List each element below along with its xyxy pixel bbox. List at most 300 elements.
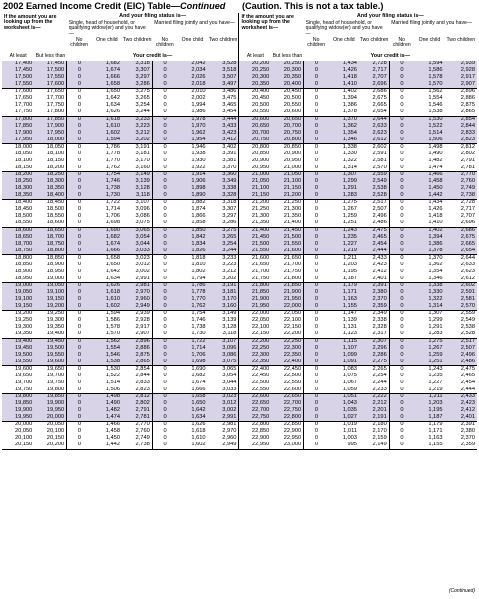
cell-married-no-children: 0 — [389, 276, 414, 283]
cell-married-one-child: 1,546 — [428, 102, 443, 108]
cell-but-less-than: 21,000 — [271, 165, 303, 172]
cell-single-no-children: 0 — [304, 199, 329, 206]
cell-married-two-children: 3,391 — [222, 150, 237, 157]
cell-but-less-than: 17,750 — [46, 102, 65, 108]
cell-single-two-children: 2,949 — [122, 303, 152, 310]
cell-single-one-child: 1,466 — [105, 421, 120, 428]
cell-married-no-children: 0 — [152, 269, 177, 276]
cell-but-less-than: 17,950 — [34, 130, 66, 137]
cell-married-one-child: 1,155 — [414, 442, 444, 449]
cell-married-no-children: 0 — [152, 359, 177, 366]
cell-married-two-children: 3,096 — [208, 345, 239, 352]
cell-single-no-children: 0 — [67, 352, 92, 359]
caution-note: (Caution. This is not a tax table.) — [241, 1, 384, 11]
cell-married-one-child: 1,338 — [414, 283, 444, 290]
cell-single-one-child: 995 — [329, 442, 359, 449]
cell-married-one-child: 1,962 — [177, 130, 207, 137]
cell-married-two-children: 2,991 — [208, 414, 239, 421]
cell-married-two-children: 3,497 — [208, 81, 239, 88]
cell-single-two-children: 2,981 — [122, 283, 152, 290]
cell-married-no-children: 0 — [389, 345, 414, 352]
cell-single-no-children: 0 — [67, 394, 92, 401]
col-no-children: No children — [155, 37, 174, 49]
cell-at-least: 22,700 — [239, 407, 271, 414]
cell-single-two-children: 2,591 — [372, 150, 387, 157]
cell-single-one-child: 1,171 — [329, 289, 359, 296]
col-but-less-than: But less than — [272, 53, 303, 60]
cell-married-one-child: 1,802 — [191, 268, 206, 275]
cell-single-two-children: 2,328 — [372, 324, 387, 330]
cell-single-no-children: 0 — [67, 345, 92, 352]
cell-but-less-than: 19,750 — [46, 379, 65, 386]
cell-single-two-children: 2,433 — [372, 254, 387, 261]
cell-married-two-children: 3,118 — [208, 331, 239, 338]
cell-single-two-children: 2,854 — [135, 365, 150, 372]
table-row — [2, 366, 477, 373]
cell-single-no-children: 0 — [304, 435, 329, 442]
cell-married-no-children: 0 — [152, 116, 177, 123]
cell-single-two-children: 3,254 — [135, 102, 150, 108]
cell-single-no-children: 0 — [67, 269, 92, 276]
cell-single-no-children: 0 — [67, 95, 92, 102]
cell-married-one-child: 1,706 — [177, 352, 207, 359]
cell-single-one-child: 1,434 — [329, 61, 359, 68]
cell-but-less-than: 21,800 — [271, 276, 303, 283]
cell-single-two-children: 2,549 — [359, 178, 389, 185]
cell-single-two-children: 2,717 — [359, 67, 389, 74]
table-row — [2, 234, 477, 241]
cell-married-one-child: 1,786 — [177, 283, 207, 290]
cell-at-least: 22,350 — [239, 359, 271, 366]
cell-married-two-children: 2,559 — [460, 310, 475, 317]
col-no-children: No children — [392, 37, 411, 49]
cell-but-less-than: 19,300 — [46, 317, 65, 323]
cell-single-one-child: 1,770 — [105, 157, 120, 164]
cell-married-two-children: 3,486 — [222, 88, 237, 95]
cell-married-one-child: 1,434 — [428, 199, 443, 206]
cell-married-no-children: 0 — [389, 137, 414, 144]
cell-married-no-children: 0 — [152, 331, 177, 338]
cell-single-two-children: 2,349 — [372, 310, 387, 317]
cell-married-one-child: 1,586 — [414, 67, 444, 74]
cell-married-no-children: 0 — [152, 220, 177, 227]
cell-single-one-child: 1,259 — [342, 213, 357, 219]
cell-but-less-than: 21,100 — [271, 178, 303, 185]
cell-but-less-than: 19,700 — [46, 372, 65, 379]
cell-single-two-children: 2,675 — [372, 95, 387, 101]
cell-single-one-child: 1,354 — [329, 130, 359, 137]
cell-single-no-children: 0 — [304, 213, 329, 220]
cell-single-one-child: 1,067 — [342, 379, 357, 386]
cell-married-no-children: 0 — [152, 352, 177, 359]
cell-at-least: 19,150 — [2, 303, 34, 310]
cell-married-two-children: 2,949 — [208, 442, 239, 449]
cell-single-two-children: 2,317 — [359, 331, 389, 338]
single-group-header: Single, head of household, or qualifying widow(er) and you have— — [68, 20, 146, 37]
cell-but-less-than: 21,650 — [283, 254, 302, 261]
cell-single-no-children: 0 — [304, 283, 329, 290]
cell-at-least: 22,850 — [239, 428, 271, 435]
cell-married-one-child: 1,506 — [414, 137, 444, 144]
cell-single-no-children: 0 — [67, 387, 92, 394]
cell-but-less-than: 19,150 — [34, 296, 66, 303]
cell-married-no-children: 0 — [389, 165, 414, 172]
cell-at-least: 22,150 — [239, 331, 271, 338]
cell-married-no-children: 0 — [389, 394, 414, 401]
cell-married-no-children: 0 — [389, 206, 414, 213]
cell-married-one-child: 1,179 — [428, 421, 443, 428]
cell-married-two-children: 3,307 — [222, 206, 237, 212]
cell-single-one-child: 1,602 — [92, 130, 122, 137]
cell-married-no-children: 0 — [389, 442, 414, 449]
table-row — [2, 192, 477, 199]
cell-but-less-than: 18,150 — [46, 157, 65, 164]
cell-single-no-children: 0 — [304, 428, 329, 435]
cell-married-no-children: 0 — [152, 213, 177, 220]
cell-married-one-child: 1,810 — [191, 261, 206, 268]
cell-single-no-children: 0 — [67, 421, 92, 428]
cell-single-two-children: 2,644 — [359, 116, 389, 123]
cell-married-one-child: 1,922 — [177, 165, 207, 172]
cell-single-no-children: 0 — [304, 359, 329, 366]
table-row — [2, 283, 477, 290]
cell-married-two-children: 2,444 — [445, 387, 477, 394]
cell-married-one-child: 2,010 — [191, 88, 206, 95]
cell-but-less-than: 20,650 — [271, 116, 303, 123]
table-row — [2, 414, 477, 421]
cell-but-less-than: 19,600 — [34, 359, 66, 366]
table-row — [2, 61, 477, 68]
cell-single-two-children: 2,791 — [122, 407, 152, 414]
cell-married-one-child: 1,227 — [428, 379, 443, 386]
cell-married-one-child: 2,018 — [177, 81, 207, 88]
cell-married-two-children: 3,381 — [222, 157, 237, 164]
cell-single-no-children: 0 — [304, 421, 329, 428]
cell-married-two-children: 2,496 — [445, 352, 477, 359]
cell-single-one-child: 1,115 — [329, 338, 359, 345]
cell-married-two-children: 3,297 — [222, 213, 237, 219]
filing-status-header: And your filing status is— — [119, 12, 186, 19]
cell-but-less-than: 19,000 — [34, 276, 66, 283]
cell-married-two-children: 2,707 — [460, 213, 475, 219]
cell-single-one-child: 1,243 — [329, 227, 359, 234]
cell-but-less-than: 20,100 — [46, 428, 65, 434]
cell-single-two-children: 2,760 — [135, 428, 150, 434]
cell-single-no-children: 0 — [67, 74, 92, 81]
cell-single-two-children: 2,707 — [359, 74, 389, 81]
cell-single-one-child: 1,187 — [329, 276, 359, 283]
cell-single-one-child: 1,722 — [105, 199, 120, 206]
table-row — [2, 296, 477, 303]
cell-at-least: 21,150 — [239, 192, 271, 199]
cell-married-one-child: 1,346 — [414, 276, 444, 283]
cell-single-two-children: 2,159 — [372, 435, 387, 441]
cell-single-one-child: 1,091 — [329, 359, 359, 366]
cell-single-one-child: 1,179 — [329, 283, 359, 290]
cell-single-no-children: 0 — [304, 324, 329, 331]
cell-married-two-children: 2,823 — [445, 137, 477, 144]
cell-single-two-children: 3,318 — [122, 61, 152, 68]
cell-married-two-children: 2,928 — [445, 67, 477, 74]
cell-single-one-child: 1,275 — [342, 199, 357, 206]
cell-but-less-than: 19,850 — [34, 394, 66, 401]
cell-at-least: 19,850 — [2, 400, 34, 407]
cell-single-no-children: 0 — [67, 255, 92, 262]
cell-single-two-children: 2,728 — [359, 61, 389, 68]
cell-but-less-than: 17,450 — [34, 61, 66, 68]
table-row — [2, 172, 477, 179]
cell-but-less-than: 20,300 — [271, 67, 303, 74]
cell-married-two-children: 2,970 — [222, 428, 237, 434]
cell-married-two-children: 2,865 — [445, 109, 477, 116]
cell-married-no-children: 0 — [389, 255, 414, 262]
cell-single-no-children: 0 — [67, 359, 92, 366]
cell-single-no-children: 0 — [304, 81, 329, 88]
cell-but-less-than: 18,100 — [46, 150, 65, 157]
cell-married-no-children: 0 — [389, 130, 414, 137]
table-row — [2, 338, 477, 345]
cell-at-least: 18,900 — [14, 268, 33, 275]
cell-married-two-children: 2,802 — [460, 150, 475, 157]
cell-at-least: 22,450 — [239, 373, 271, 380]
col-two-children: Two children — [359, 37, 389, 44]
cell-single-two-children: 2,917 — [135, 324, 150, 330]
cell-single-no-children: 0 — [304, 380, 329, 387]
cell-married-no-children: 0 — [152, 192, 177, 199]
cell-married-no-children: 0 — [152, 109, 177, 116]
cell-married-two-children: 3,328 — [208, 192, 239, 199]
cell-married-two-children: 2,517 — [445, 338, 477, 345]
cell-single-two-children: 3,096 — [135, 206, 150, 212]
cell-married-no-children: 0 — [152, 95, 177, 102]
cell-single-one-child: 1,299 — [329, 178, 359, 185]
cell-but-less-than: 17,900 — [34, 123, 66, 130]
cell-but-less-than: 18,750 — [34, 241, 66, 248]
cell-married-one-child: 1,874 — [191, 206, 206, 212]
cell-at-least: 22,300 — [239, 352, 271, 359]
cell-single-one-child: 1,442 — [92, 442, 122, 449]
cell-single-one-child: 1,474 — [92, 414, 122, 421]
cell-single-two-children: 2,233 — [359, 387, 389, 394]
cell-single-no-children: 0 — [304, 109, 329, 116]
cell-single-one-child: 1,235 — [329, 234, 359, 241]
cell-single-no-children: 0 — [304, 276, 329, 283]
cell-single-one-child: 1,754 — [92, 172, 122, 179]
cell-married-two-children: 2,791 — [460, 157, 475, 164]
cell-single-no-children: 0 — [304, 144, 329, 151]
table-row — [2, 317, 477, 324]
cell-but-less-than: 22,000 — [271, 303, 303, 310]
cell-at-least: 20,550 — [239, 109, 271, 116]
cell-single-two-children: 3,191 — [135, 143, 150, 150]
cell-married-two-children: 3,349 — [208, 178, 239, 185]
cell-but-less-than: 19,450 — [34, 338, 66, 345]
title-continued: —Continued — [170, 1, 226, 11]
cell-single-no-children: 0 — [67, 185, 92, 192]
cell-but-less-than: 19,350 — [46, 324, 65, 330]
cell-at-least: 20,200 — [239, 61, 271, 68]
cell-married-two-children: 3,454 — [208, 109, 239, 116]
cell-at-least: 19,250 — [14, 317, 33, 323]
cell-single-one-child: 1,698 — [92, 220, 122, 227]
cell-single-no-children: 0 — [67, 67, 92, 74]
cell-at-least: 19,000 — [2, 283, 34, 290]
cell-married-two-children: 2,781 — [445, 165, 477, 172]
cell-married-no-children: 0 — [152, 178, 177, 185]
table-row — [2, 220, 477, 227]
cell-at-least: 22,900 — [239, 435, 271, 442]
cell-single-two-children: 2,738 — [122, 442, 152, 449]
cell-married-no-children: 0 — [152, 366, 177, 373]
cell-single-two-children: 2,149 — [359, 442, 389, 449]
credit-header: Your credit is— — [132, 52, 173, 59]
cell-single-one-child: 1,682 — [92, 234, 122, 241]
cell-single-two-children: 2,896 — [122, 338, 152, 345]
cell-married-one-child: 1,354 — [428, 268, 443, 275]
cell-married-no-children: 0 — [152, 158, 177, 165]
cell-married-no-children: 0 — [152, 137, 177, 144]
cell-at-least: 20,650 — [239, 123, 271, 130]
cell-married-two-children: 2,591 — [445, 289, 477, 296]
cell-single-no-children: 0 — [67, 61, 92, 68]
cell-at-least: 22,750 — [239, 414, 271, 421]
cell-single-two-children: 2,612 — [359, 137, 389, 144]
cell-single-two-children: 2,886 — [122, 345, 152, 352]
cell-married-one-child: 1,235 — [428, 372, 443, 379]
cell-at-least: 21,100 — [239, 185, 271, 192]
cell-married-no-children: 0 — [389, 248, 414, 255]
cell-married-one-child: 1,602 — [177, 442, 207, 449]
title-main: 2002 Earned Income Credit (EIC) Table — [3, 1, 171, 11]
cell-but-less-than: 19,200 — [34, 303, 66, 310]
cell-single-no-children: 0 — [67, 289, 92, 296]
cell-at-least: 22,250 — [239, 345, 271, 352]
cell-single-one-child: 1,586 — [105, 317, 120, 323]
cell-single-one-child: 1,786 — [105, 143, 120, 150]
cell-married-no-children: 0 — [389, 192, 414, 199]
cell-at-least: 19,300 — [14, 324, 33, 330]
cell-married-no-children: 0 — [389, 116, 414, 123]
cell-married-no-children: 0 — [389, 67, 414, 74]
cell-married-one-child: 1,754 — [191, 310, 206, 317]
cell-but-less-than: 22,100 — [283, 317, 302, 323]
table-row — [2, 137, 477, 144]
cell-at-least: 22,800 — [239, 421, 271, 428]
cell-single-two-children: 2,686 — [372, 88, 387, 95]
cell-single-two-children: 3,107 — [135, 199, 150, 206]
cell-at-least: 18,300 — [2, 185, 34, 192]
cell-but-less-than: 21,300 — [283, 206, 302, 212]
cell-single-two-children: 2,244 — [372, 379, 387, 386]
cell-married-two-children: 2,738 — [445, 192, 477, 199]
table-row — [2, 289, 477, 296]
cell-married-one-child: 1,171 — [428, 428, 443, 434]
cell-married-no-children: 0 — [389, 178, 414, 185]
cell-at-least: 21,450 — [239, 234, 271, 241]
cell-at-least: 19,050 — [2, 289, 34, 296]
cell-single-no-children: 0 — [67, 178, 92, 185]
cell-but-less-than: 18,450 — [46, 199, 65, 206]
cell-single-one-child: 1,027 — [329, 414, 359, 421]
cell-married-one-child: 2,042 — [177, 61, 207, 68]
cell-married-one-child: 1,618 — [191, 428, 206, 434]
cell-married-no-children: 0 — [389, 269, 414, 276]
cell-single-one-child: 1,314 — [329, 165, 359, 172]
cell-at-least: 17,600 — [14, 88, 33, 95]
cell-single-two-children: 3,244 — [122, 109, 152, 116]
cell-single-no-children: 0 — [67, 373, 92, 380]
cell-married-two-children: 3,233 — [222, 254, 237, 261]
cell-single-no-children: 0 — [67, 172, 92, 179]
cell-married-two-children: 2,844 — [445, 123, 477, 130]
cell-single-one-child: 1,514 — [105, 379, 120, 386]
cell-married-one-child: 1,251 — [414, 359, 444, 366]
cell-married-one-child: 1,267 — [414, 345, 444, 352]
cell-at-least: 21,650 — [239, 262, 271, 269]
cell-married-two-children: 3,286 — [208, 220, 239, 227]
cell-at-least: 22,950 — [239, 442, 271, 449]
cell-married-no-children: 0 — [152, 394, 177, 401]
cell-married-no-children: 0 — [389, 151, 414, 158]
cell-single-one-child: 1,570 — [92, 331, 122, 338]
amount-lookup-header: If the amount you are looking up from the worksheet is— — [239, 13, 304, 53]
cell-single-two-children: 3,086 — [135, 213, 150, 219]
cell-but-less-than: 21,550 — [271, 241, 303, 248]
cell-at-least: 19,900 — [2, 407, 34, 414]
cell-single-two-children: 3,286 — [122, 81, 152, 88]
cell-at-least: 22,000 — [239, 310, 271, 317]
cell-married-two-children: 2,507 — [445, 345, 477, 352]
cell-at-least: 21,500 — [239, 241, 271, 248]
page-title — [3, 1, 383, 11]
cell-married-no-children: 0 — [152, 428, 177, 435]
cell-married-no-children: 0 — [152, 414, 177, 421]
cell-single-one-child: 1,291 — [329, 185, 359, 192]
cell-at-least: 18,950 — [2, 276, 34, 283]
cell-single-two-children: 3,233 — [122, 116, 152, 123]
cell-married-two-children: 2,833 — [445, 130, 477, 137]
cell-single-no-children: 0 — [304, 123, 329, 130]
cell-married-one-child: 1,562 — [428, 88, 443, 95]
cell-married-two-children: 3,254 — [208, 241, 239, 248]
cell-but-less-than: 21,500 — [271, 234, 303, 241]
cell-single-two-children: 3,044 — [122, 241, 152, 248]
cell-single-one-child: 1,410 — [329, 81, 359, 88]
cell-at-least: 22,550 — [239, 387, 271, 394]
cell-single-two-children: 2,201 — [359, 407, 389, 414]
cell-single-one-child: 1,283 — [329, 192, 359, 199]
cell-but-less-than: 22,800 — [271, 414, 303, 421]
cell-single-one-child: 1,642 — [105, 95, 120, 101]
cell-single-two-children: 2,823 — [122, 387, 152, 394]
cell-single-two-children: 2,581 — [372, 157, 387, 164]
cell-at-least: 17,550 — [2, 81, 34, 88]
cell-single-no-children: 0 — [67, 442, 92, 449]
cell-but-less-than: 20,250 — [271, 61, 303, 68]
cell-at-least: 17,400 — [2, 61, 34, 68]
cell-single-one-child: 1,578 — [105, 324, 120, 330]
cell-single-no-children: 0 — [67, 407, 92, 414]
cell-single-one-child: 1,602 — [92, 303, 122, 310]
cell-but-less-than: 21,450 — [271, 227, 303, 234]
cell-single-two-children: 2,254 — [372, 372, 387, 379]
cell-at-least: 21,550 — [239, 248, 271, 255]
cell-but-less-than: 18,000 — [34, 137, 66, 144]
cell-single-one-child: 1,658 — [105, 254, 120, 261]
cell-single-one-child: 1,642 — [105, 268, 120, 275]
table-header — [2, 13, 477, 61]
cell-single-one-child: 1,426 — [329, 67, 359, 74]
